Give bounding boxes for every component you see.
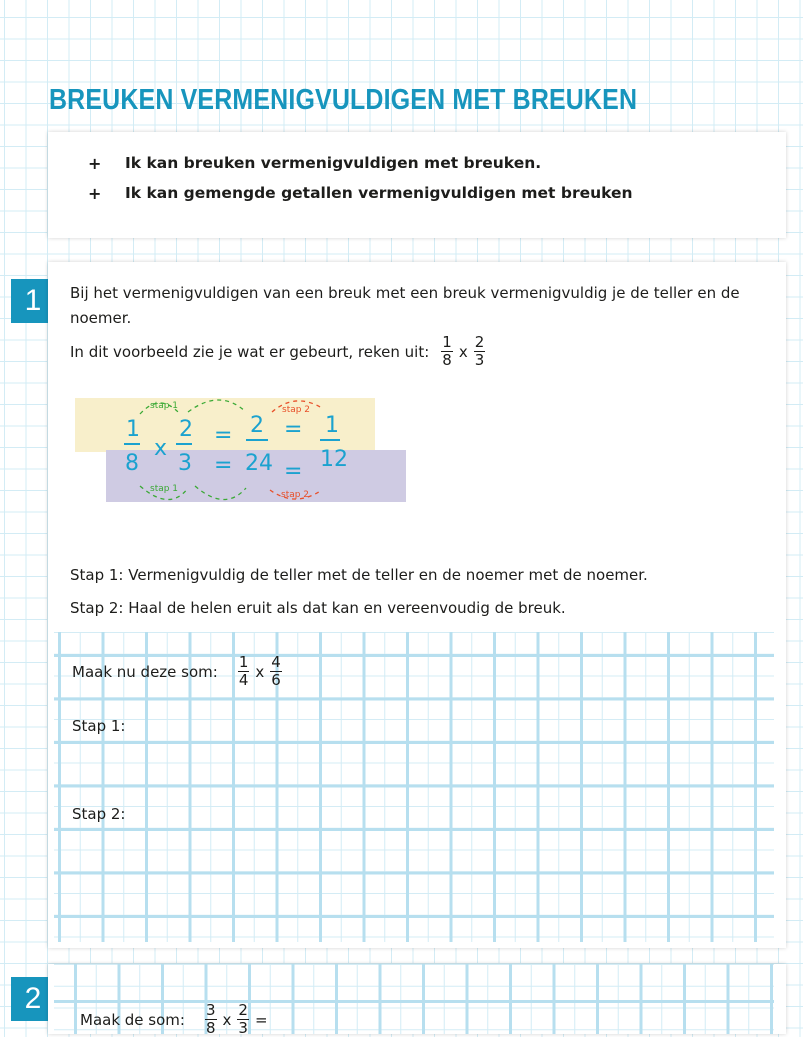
denominator: 3	[474, 351, 485, 369]
hw-f1-den: 8	[125, 451, 139, 476]
fraction	[237, 1002, 249, 1037]
fraction	[205, 1002, 217, 1037]
task-label: Maak nu deze som:	[72, 662, 218, 681]
work-area-grid[interactable]	[54, 964, 774, 1037]
exercise-number-badge: 1	[11, 279, 55, 323]
fraction	[238, 654, 250, 689]
hw-r1-den: 24	[245, 451, 273, 476]
fraction	[441, 334, 453, 369]
numerator: 2	[238, 1001, 248, 1019]
denominator: 3	[238, 1019, 248, 1037]
goal-text: Ik kan breuken vermenigvuldigen met breuken.	[125, 154, 542, 172]
hw-f2-num: 2	[179, 417, 193, 442]
goal-text: Ik kan gemengde getallen vermenigvuldigen met breuken	[125, 184, 633, 202]
equals-sign: =	[254, 1010, 268, 1029]
task-line	[80, 1002, 272, 1037]
task-line	[72, 654, 284, 689]
multiply-sign: x	[222, 1010, 232, 1029]
denominator: 6	[271, 671, 281, 689]
plus-icon: +	[88, 154, 102, 173]
denominator: 4	[238, 671, 249, 689]
stap1-label-bottom: stap 1	[150, 484, 179, 494]
hw-r1-num: 2	[250, 413, 264, 438]
hw-eq: =	[214, 453, 233, 478]
step1-instruction: Stap 1: Vermenigvuldig de teller met de teller en de noemer met de noemer.	[70, 566, 648, 584]
hw-eq: =	[214, 423, 233, 448]
example-text: In dit voorbeeld zie je wat er gebeurt, reken uit:	[70, 342, 430, 361]
multiply-sign: x	[255, 662, 265, 681]
exercise-number-badge: 2	[11, 977, 55, 1021]
denominator: 8	[205, 1019, 216, 1037]
hw-eq: =	[284, 459, 303, 484]
learning-goals-card	[48, 132, 786, 238]
hw-f2-den: 3	[178, 451, 192, 476]
stap2-label-top: stap 2	[282, 405, 311, 415]
exercise-1-card	[48, 262, 786, 948]
stap1-label-top: stap 1	[150, 401, 179, 411]
stap2-label: Stap 2:	[72, 805, 126, 823]
step2-instruction: Stap 2: Haal de helen eruit als dat kan en vereenvoudig de breuk.	[70, 599, 566, 617]
exercise-intro: Bij het vermenigvuldigen van een breuk met een breuk vermenigvuldig je de teller en de noemer.	[70, 284, 740, 327]
hw-r2-den: 12	[320, 447, 348, 472]
exercise-2-card	[48, 964, 786, 1037]
numerator: 2	[474, 333, 485, 351]
page-title: BREUKEN VERMENIGVULDIGEN MET BREUKEN	[49, 84, 638, 116]
example-line	[70, 334, 487, 369]
task-label: Maak de som:	[80, 1010, 185, 1029]
handwritten-example-illustration	[70, 390, 410, 506]
fraction	[474, 334, 486, 369]
work-area-grid[interactable]	[54, 632, 774, 942]
numerator: 1	[442, 333, 452, 351]
multiply-sign: x	[458, 342, 468, 361]
stap2-label-bottom: stap 2	[281, 490, 310, 500]
hw-r2-num: 1	[325, 413, 339, 438]
stap1-label: Stap 1:	[72, 717, 126, 735]
numerator: 3	[205, 1001, 216, 1019]
denominator: 8	[442, 351, 452, 369]
plus-icon: +	[88, 184, 102, 203]
hw-op: x	[154, 436, 168, 461]
hw-eq: =	[284, 417, 303, 442]
fraction	[270, 654, 282, 689]
numerator: 4	[271, 653, 281, 671]
numerator: 1	[238, 653, 249, 671]
hw-f1-num: 1	[126, 417, 140, 442]
